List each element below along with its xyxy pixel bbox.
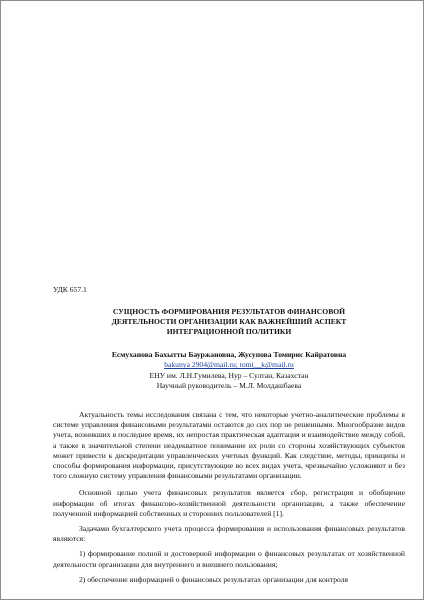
title-line: ИНТЕГРАЦИОННОЙ ПОЛИТИКИ bbox=[166, 327, 292, 337]
list-item: 2) обеспечение информацией о финансовых результатах организации для контроля bbox=[79, 574, 349, 584]
udk-code: УДК 657.1 bbox=[53, 285, 87, 294]
title-line: ДЕЯТЕЛЬНОСТИ ОРГАНИЗАЦИИ КАК ВАЖНЕЙШИЙ АСПЕКТ bbox=[111, 317, 347, 327]
title-line: СУЩНОСТЬ ФОРМИРОВАНИЯ РЕЗУЛЬТАТОВ ФИНАНСОВОЙ bbox=[112, 307, 346, 317]
body-paragraph: Основной целью учета финансовых результатов является сбор, регистрация и обобщение информации об итогах финансово-хозяйственной деятельности организации, а также обеспечение полученной информацией собственных и сторонних пользователей [1]. bbox=[53, 488, 405, 518]
article-title bbox=[53, 307, 405, 337]
supervisor: Научный руководитель – М.Л. Молдашбаева bbox=[156, 380, 302, 390]
authors: Есмуханова Бахытты Бауржановна, Жусупова Томирис Кайратовна bbox=[111, 350, 347, 360]
affiliation: ЕНУ им. Л.Н.Гумилева, Нур – Султан, Казахстан bbox=[149, 370, 309, 380]
page-content bbox=[53, 285, 405, 585]
body-paragraph: Актуальность темы исследования связана с тем, что некоторые учетно-аналитические проблемы в системе управления финансовыми результатами остаются до сих пор не решенными. Многообразие видов учета, возникших в последнее время, их непростая практическая адаптация и взаимодействие между собой, а также в значительной степени неадекватное понимание их роли со стороны хозяйствующих субъектов может привести к дискредитации управленческих учетных функций. Как следствие, методы, принципы и способы формирования информации, присутствующие во всех видах учета, чрезвычайно усложняют и без того сложную систему управления финансовыми результатами организации. bbox=[53, 410, 405, 481]
author-emails[interactable]: bakunya 2904@mail.ru; tomi__k@mail.ru bbox=[164, 360, 294, 370]
list-item: 1) формирование полной и достоверной информации о финансовых результатах от хозяйственной деятельности организации для внутреннего и внешнего пользования; bbox=[53, 549, 405, 569]
body-paragraph: Задачами бухгалтерского учета процесса формирования и использования финансовых результатов являются: bbox=[53, 524, 405, 544]
